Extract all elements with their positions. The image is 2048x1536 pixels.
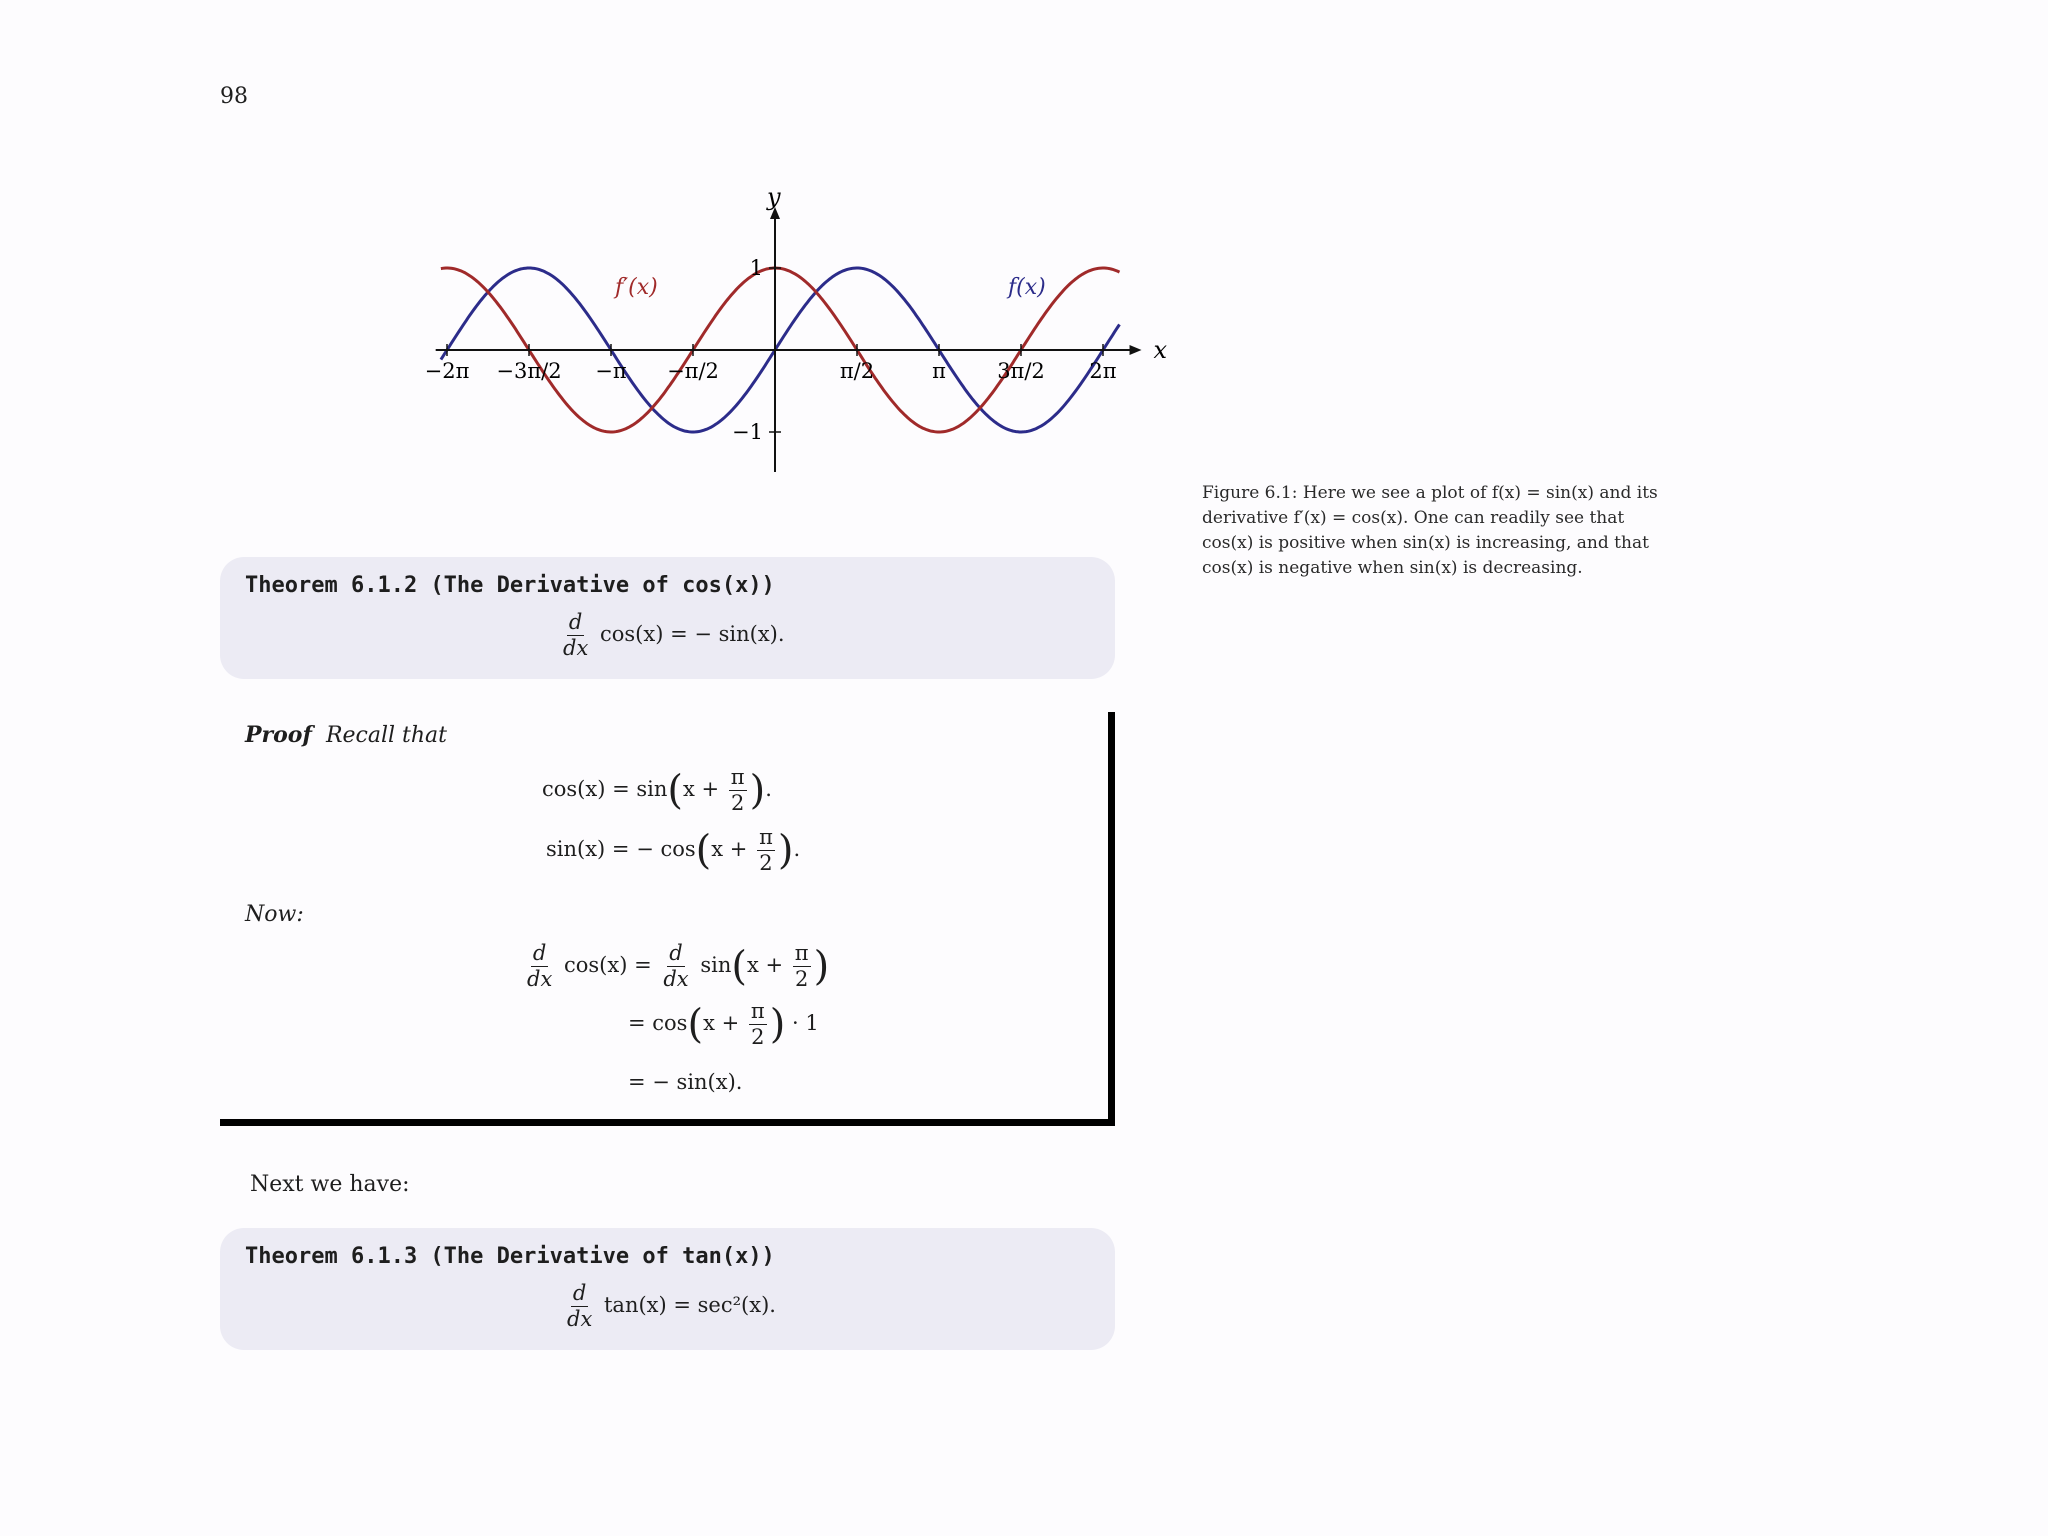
proof-step-2: = cos(x + $\frac{\pi}{2}$ ) · 1 [628, 999, 819, 1050]
step1-rhs: sin [700, 953, 732, 978]
x-tick-label: π [932, 359, 946, 383]
step2-text: = cos [628, 1011, 688, 1036]
two: 2 [795, 967, 809, 992]
proof-eq-1: cos(x) = sin(x + $\frac{\pi}{2}$ ). [542, 765, 772, 816]
next-text: Next we have: [250, 1172, 410, 1197]
eq1-tail: . [765, 777, 772, 802]
two: 2 [759, 851, 773, 876]
x-tick-label: −π/2 [667, 359, 719, 383]
y-axis-label: y [767, 185, 781, 211]
proof-step-3: = − sin(x). [628, 1070, 743, 1094]
pi: π [793, 942, 811, 967]
fprime-label: f′(x) [615, 275, 658, 300]
d-numerator: d [532, 941, 547, 965]
step2-inner: x + [703, 1011, 740, 1036]
x-tick-label: 3π/2 [997, 359, 1045, 383]
x-tick-label: −3π/2 [496, 359, 562, 383]
eq2-lhs: sin(x) = − cos [546, 837, 696, 862]
theorem-6-1-3-equation [562, 1282, 776, 1331]
x-tick-label: 2π [1089, 359, 1117, 383]
proof-intro-text: Recall that [325, 723, 448, 748]
two: 2 [751, 1025, 765, 1050]
x-tick-label: π/2 [839, 359, 875, 383]
page-number: 98 [220, 84, 248, 109]
dx-denominator: dx [563, 636, 589, 661]
eq1-inner: x + [682, 777, 720, 802]
d-numerator: d [669, 941, 683, 965]
two: 2 [731, 791, 745, 816]
d-numerator: d [572, 1281, 587, 1305]
theorem-6-1-3-box [220, 1228, 1115, 1350]
eq2-tail: . [793, 837, 801, 862]
theorem-6-1-2-equation [558, 611, 785, 660]
proof-now: Now: [245, 902, 304, 927]
step2-tail: · 1 [791, 1011, 819, 1036]
proof-intro [245, 722, 447, 748]
dx-denominator: dx [527, 967, 553, 992]
dx-denominator: dx [567, 1307, 593, 1332]
pi: π [757, 826, 775, 851]
proof-eq-2: sin(x) = − cos(x + $\frac{\pi}{2}$ ). [546, 825, 801, 876]
proof-step-1: $\frac{d}{dx}$ cos(x) = $\frac{d}{dx}$ sin(x + $\frac{\pi}{2}$ ) [527, 941, 830, 992]
step1-inner: x + [746, 953, 784, 978]
x-tick-label: −2π [424, 359, 470, 383]
theorem-6-1-3-title: Theorem 6.1.3 (The Derivative of tan(x)) [245, 1244, 775, 1269]
figure-caption: Figure 6.1: Here we see a plot of f(x) = sin(x) and its derivative f′(x) = cos(x). One can readily see that cos(x) is positive when sin(x) is increasing, and that cos(x) is negative when sin(x) is decreasing. [1202, 483, 1658, 578]
pi: π [729, 766, 747, 791]
y-tick-label: −1 [732, 420, 763, 444]
eq2-inner: x + [711, 837, 748, 862]
sine-cosine-plot [210, 185, 1350, 485]
proof-label: Proof [245, 722, 312, 748]
x-axis-arrow [1130, 345, 1142, 355]
theorem-6-1-2-box [220, 557, 1115, 679]
d-numerator: d [568, 610, 583, 634]
theorem-6-1-2-title: Theorem 6.1.2 (The Derivative of cos(x)) [245, 573, 775, 598]
x-axis-label: x [1153, 336, 1168, 364]
f-label: f(x) [1008, 275, 1046, 300]
step1-lhs: cos(x) = [563, 953, 652, 978]
pi: π [749, 1000, 767, 1025]
theorem-6-1-3-rhs: tan(x) = sec²(x). [603, 1293, 776, 1318]
proof-block [220, 712, 1115, 1126]
y-tick-label: 1 [749, 256, 763, 280]
x-tick-label: −π [595, 359, 627, 383]
theorem-6-1-2-rhs: cos(x) = − sin(x). [599, 622, 785, 647]
eq1-lhs: cos(x) = sin [542, 777, 668, 802]
dx-denominator: dx [663, 967, 689, 992]
